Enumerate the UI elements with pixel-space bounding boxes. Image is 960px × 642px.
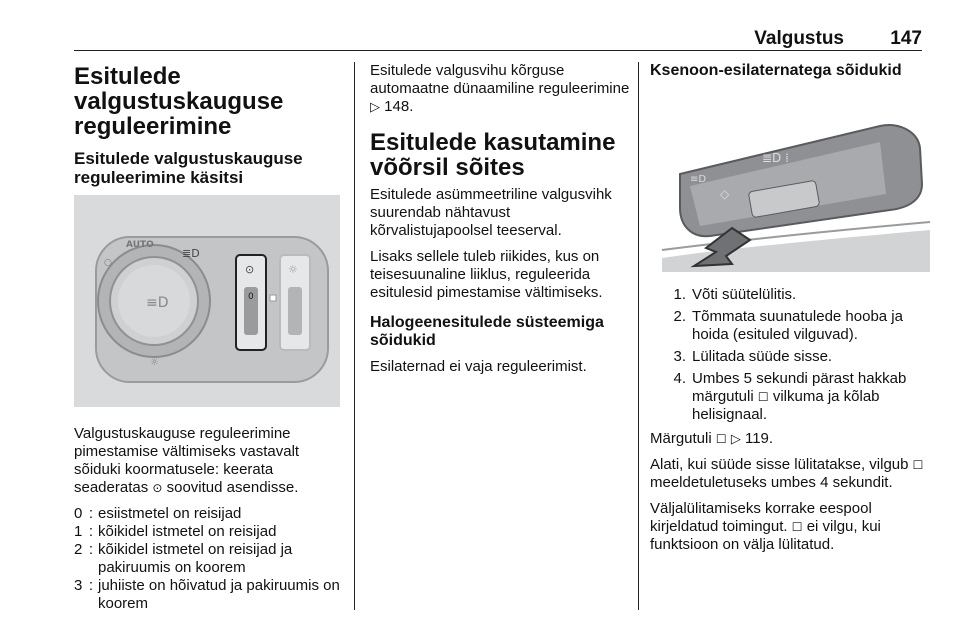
high-beam-icon: ≣D ⁞	[762, 151, 789, 165]
telltale-icon: ☐	[791, 520, 803, 534]
list-item: 2. Tõmmata suunatulede hooba ja hoida (esituled vilguvad).	[673, 308, 903, 343]
subsection-heading: Halogeenesitulede süsteemiga sõidukid	[370, 314, 604, 349]
low-beam-icon: ≣D	[182, 247, 200, 260]
list-item: 4. Umbes 5 sekundi pärast hakkab märgutuli ☐ vilkuma ja kõlab helisignaal.	[673, 370, 907, 423]
auto-label: AUTO	[126, 240, 154, 250]
column-2	[370, 62, 632, 384]
page-ref-arrow-icon: ▷	[370, 99, 380, 114]
telltale-icon: ☐	[912, 458, 924, 472]
svg-text:0: 0	[248, 292, 254, 302]
column-divider-2	[638, 62, 639, 610]
dimmer-icon: ☼	[288, 263, 298, 276]
wheel-symbol-icon: ⊙	[152, 481, 163, 495]
list-item: 1 : kõikidel istmetel on reisijad	[74, 523, 277, 540]
headlight-range-icon: ⊙	[245, 263, 255, 276]
page-ref-arrow-icon: ▷	[730, 431, 741, 446]
headlight-switch-figure	[74, 195, 340, 407]
list-item: 0 : esiistmetel on reisijad	[74, 505, 242, 522]
column-1	[74, 62, 340, 613]
telltale-icon: ☐	[715, 432, 727, 446]
subsection-heading: Ksenoon-esilaternatega sõidukid	[650, 62, 902, 79]
section-heading: Esitulede valgustuskauguse reguleerimine	[74, 63, 284, 140]
turn-signal-lever-figure	[650, 90, 930, 272]
telltale-icon: ☐	[757, 390, 769, 404]
section-title: Valgustus	[754, 28, 844, 49]
svg-text:○: ○	[104, 258, 112, 268]
list-item: 1. Võti süütelülitis.	[673, 286, 797, 303]
svg-text:☼: ☼	[150, 357, 159, 368]
page-header	[74, 28, 922, 51]
steps-list	[650, 286, 930, 424]
svg-text:◇: ◇	[720, 187, 730, 201]
section-heading: Esitulede kasutamine võõrsil sõites	[370, 129, 616, 181]
column-divider-1	[354, 62, 355, 610]
page-number: 147	[890, 28, 922, 49]
paragraph: Märgutuli ☐ ▷ 119.	[650, 430, 774, 447]
list-item: 2 : kõikidel istmetel on reisijad ja pakiruumis on koorem	[74, 541, 293, 576]
paragraph: Esitulede asümmeetriline valgusvihk suurendab nähtavust kõrvalistujapoolsel teeserval.	[370, 186, 612, 239]
paragraph: Väljalülitamiseks korrake eespool kirjeldatud toimingut. ☐ ei vilgu, kui funktsioon on välja lülitatud.	[650, 500, 881, 553]
subsection-heading: Esitulede valgustuskauguse reguleerimine käsitsi	[74, 149, 303, 187]
list-item: 3. Lülitada süüde sisse.	[673, 348, 833, 365]
settings-list	[74, 505, 340, 613]
intro-paragraph: Valgustuskauguse reguleerimine pimestamise vältimiseks vastavalt sõiduki koormatusele: keerata seaderatas ⊙ soovitud asendisse.	[74, 425, 300, 496]
paragraph: Esitulede valgusvihu kõrguse automaatne dünaamiline reguleerimine ▷ 148.	[370, 62, 630, 115]
paragraph: Esilaternad ei vaja reguleerimist.	[370, 358, 587, 375]
paragraph: Lisaks sellele tuleb riikides, kus on teisesuunaline liiklus, reguleerida esitulesid pimestamise vältimiseks.	[370, 248, 603, 301]
fog-icon: ≡D	[146, 295, 169, 311]
list-item: 3 : juhiiste on hõivatud ja pakiruumis on koorem	[74, 577, 340, 612]
paragraph: Alati, kui süüde sisse lülitatakse, vilgub ☐ meeldetuletuseks umbes 4 sekundit.	[650, 456, 924, 491]
svg-text:≡D: ≡D	[690, 174, 707, 185]
column-3	[650, 62, 930, 562]
